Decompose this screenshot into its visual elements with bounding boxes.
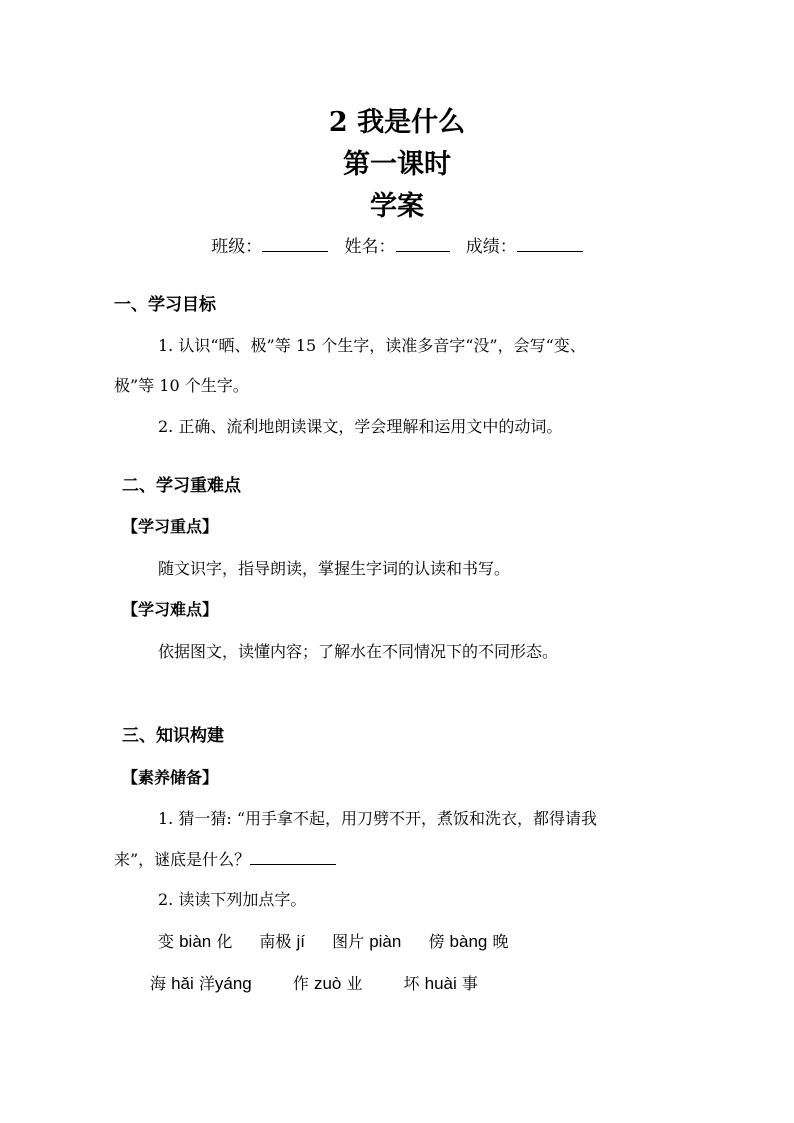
class-label: 班级：	[211, 237, 263, 257]
word-item: yáng	[214, 974, 252, 993]
lesson-period: 第一课时	[343, 149, 451, 180]
score-blank[interactable]	[517, 233, 583, 252]
section-heading-key-points: 二、学习重难点	[122, 476, 241, 496]
word-item: 图片 piàn	[332, 932, 402, 951]
pinyin-row-2	[150, 971, 478, 994]
word-item: 坏 huài 事	[403, 974, 478, 993]
word-item: 作 zuò 业	[292, 974, 363, 993]
prep-label: 【素养储备】	[122, 768, 219, 787]
riddle-answer-blank[interactable]	[250, 846, 336, 865]
word-item: 变 biàn 化	[158, 932, 233, 951]
question-1-line-1: 1. 猜一猜: “用手拿不起，用刀劈不开，煮饭和洗衣，都得请我	[158, 809, 598, 828]
question-1-line-2	[114, 846, 336, 870]
question-2: 2. 读读下列加点字。	[158, 890, 307, 909]
difficult-point-text: 依据图文，读懂内容；了解水在不同情况下的不同形态。	[158, 642, 559, 661]
lesson-title: 2 我是什么	[328, 107, 466, 138]
score-label: 成绩：	[465, 237, 517, 257]
word-item: 海 hǎi 洋	[150, 974, 215, 993]
section-heading-knowledge: 三、知识构建	[122, 726, 224, 746]
doc-type: 学案	[370, 191, 424, 222]
class-blank[interactable]	[262, 233, 328, 252]
question-1-text: 来”，谜底是什么？	[114, 850, 251, 869]
key-point-text: 随文识字，指导朗读，掌握生字词的认读和书写。	[158, 559, 511, 578]
section-heading-goals: 一、学习目标	[114, 295, 216, 315]
goal-1-line-2: 极”等 10 个生字。	[114, 376, 249, 395]
goal-1-line-1: 1. 认识“晒、极”等 15 个生字，读准多音字“没”，会写“变、	[158, 336, 586, 355]
pinyin-row-1	[158, 929, 508, 952]
student-info-line	[0, 232, 794, 257]
difficult-point-label: 【学习难点】	[122, 600, 219, 619]
goal-2: 2. 正确、流利地朗读课文，学会理解和运用文中的动词。	[158, 417, 563, 436]
key-point-label: 【学习重点】	[122, 517, 219, 536]
name-label: 姓名：	[344, 237, 396, 257]
word-item: 傍 bàng 晚	[428, 932, 509, 951]
word-item: 南极 jí	[259, 932, 306, 951]
name-blank[interactable]	[396, 233, 450, 252]
